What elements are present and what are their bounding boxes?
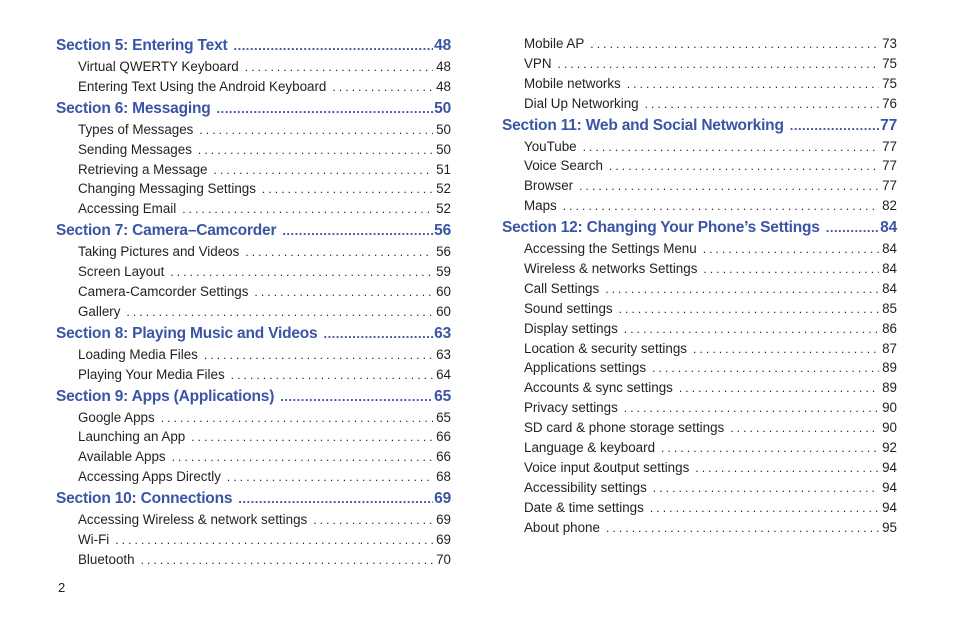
toc-entry[interactable]	[502, 239, 897, 259]
entry-page-number: 75	[882, 75, 897, 91]
dot-leader	[323, 323, 433, 345]
toc-section-heading[interactable]	[56, 488, 451, 510]
entry-page-number: 60	[436, 303, 451, 319]
section-page-number: 69	[434, 490, 451, 508]
dot-leader	[172, 448, 433, 468]
toc-entry[interactable]	[502, 358, 897, 378]
dot-leader	[332, 78, 433, 98]
entry-title: Loading Media Files	[78, 346, 198, 362]
entry-page-number: 51	[436, 161, 451, 177]
entry-page-number: 84	[882, 261, 897, 277]
dot-leader	[624, 399, 879, 419]
dot-leader	[650, 499, 879, 519]
dot-leader	[115, 531, 433, 551]
toc-entry[interactable]	[56, 510, 451, 530]
entry-page-number: 89	[882, 380, 897, 396]
entry-page-number: 52	[436, 181, 451, 197]
toc-entry[interactable]	[502, 279, 897, 299]
page-number: 2	[58, 580, 66, 595]
toc-entry[interactable]	[502, 156, 897, 176]
entry-title: Launching an App	[78, 429, 186, 445]
entry-page-number: 66	[436, 449, 451, 465]
toc-entry[interactable]	[56, 77, 451, 97]
entry-title: Browser	[524, 178, 574, 194]
toc-entry[interactable]	[502, 438, 897, 458]
entry-title: Wi-Fi	[78, 532, 110, 548]
dot-leader	[245, 58, 433, 78]
entry-title: Sending Messages	[78, 141, 192, 157]
section-title: Section 7: Camera–Camcorder	[56, 222, 277, 240]
dot-leader	[652, 359, 879, 379]
dot-leader	[583, 138, 879, 158]
entry-title: Accessing the Settings Menu	[524, 241, 697, 257]
entry-page-number: 85	[882, 300, 897, 316]
toc-entry[interactable]	[502, 458, 897, 478]
toc-left-column	[56, 34, 451, 570]
dot-leader	[605, 280, 879, 300]
entry-title: Bluetooth	[78, 551, 135, 567]
entry-title: Date & time settings	[524, 499, 644, 515]
entry-page-number: 95	[882, 519, 897, 535]
dot-leader	[191, 428, 433, 448]
dot-leader	[609, 157, 879, 177]
dot-leader	[199, 121, 433, 141]
entry-title: Accessing Email	[78, 201, 177, 217]
entry-page-number: 94	[882, 459, 897, 475]
entry-title: Mobile AP	[524, 36, 585, 51]
dot-leader	[170, 263, 433, 283]
entry-page-number: 50	[436, 121, 451, 137]
toc-entry[interactable]	[502, 398, 897, 418]
entry-page-number: 66	[436, 429, 451, 445]
entry-title: Display settings	[524, 320, 618, 336]
dot-leader	[703, 240, 879, 260]
dot-leader	[579, 177, 879, 197]
toc-entry[interactable]	[56, 530, 451, 550]
entry-title: Taking Pictures and Videos	[78, 244, 240, 260]
dot-leader	[661, 439, 879, 459]
entry-title: Screen Layout	[78, 264, 165, 280]
entry-title: Gallery	[78, 303, 121, 319]
entry-title: Accessibility settings	[524, 479, 647, 495]
entry-page-number: 75	[882, 55, 897, 71]
section-page-number: 48	[434, 37, 451, 54]
entry-page-number: 90	[882, 400, 897, 416]
dot-leader	[216, 98, 433, 120]
entry-page-number: 86	[882, 320, 897, 336]
dot-leader	[198, 141, 433, 161]
dot-leader	[693, 340, 879, 360]
section-page-number: 50	[434, 99, 451, 117]
entry-page-number: 87	[882, 340, 897, 356]
section-title: Section 10: Connections	[56, 490, 233, 508]
dot-leader	[280, 386, 433, 408]
toc-entry[interactable]	[502, 196, 897, 216]
toc-section-heading[interactable]	[502, 115, 897, 137]
toc-entry[interactable]	[502, 339, 897, 359]
toc-section-heading[interactable]	[56, 220, 451, 242]
entry-page-number: 77	[882, 138, 897, 154]
entry-page-number: 60	[436, 284, 451, 300]
dot-leader	[262, 180, 433, 200]
dot-leader	[254, 283, 433, 303]
toc-entry[interactable]	[56, 120, 451, 140]
toc-entry[interactable]	[56, 427, 451, 447]
dot-leader	[627, 75, 879, 95]
entry-title: Dial Up Networking	[524, 95, 639, 111]
section-page-number: 63	[434, 324, 451, 342]
dot-leader	[238, 488, 433, 510]
toc-entry[interactable]	[56, 467, 451, 487]
toc-entry[interactable]	[56, 302, 451, 322]
entry-page-number: 69	[436, 532, 451, 548]
toc-entry[interactable]	[56, 447, 451, 467]
toc-entry[interactable]	[502, 299, 897, 319]
section-page-number: 56	[434, 222, 451, 240]
dot-leader	[703, 260, 879, 280]
dot-leader	[590, 35, 879, 55]
dot-leader	[214, 161, 434, 181]
entry-page-number: 70	[436, 551, 451, 567]
toc-entry[interactable]	[56, 199, 451, 219]
entry-title: Wireless & networks Settings	[524, 261, 698, 277]
section-title: Section 6: Messaging	[56, 99, 211, 117]
toc-entry[interactable]	[502, 378, 897, 398]
dot-leader	[204, 346, 433, 366]
section-page-number: 77	[880, 116, 897, 134]
toc-entry[interactable]	[56, 262, 451, 282]
entry-title: Available Apps	[78, 449, 166, 465]
entry-page-number: 82	[882, 198, 897, 214]
entry-page-number: 77	[882, 178, 897, 194]
entry-title: Call Settings	[524, 280, 600, 296]
entry-title: Accessing Wireless & network settings	[78, 512, 308, 528]
toc-entry[interactable]	[502, 94, 897, 114]
entry-page-number: 48	[436, 78, 451, 94]
entry-page-number: 68	[436, 469, 451, 485]
entry-page-number: 90	[882, 420, 897, 436]
dot-leader	[227, 468, 433, 488]
toc-entry[interactable]	[502, 176, 897, 196]
section-title: Section 9: Apps (Applications)	[56, 387, 275, 405]
entry-page-number: 48	[436, 59, 451, 74]
entry-page-number: 73	[882, 36, 897, 51]
dot-leader	[606, 519, 879, 539]
entry-page-number: 52	[436, 201, 451, 217]
entry-page-number: 64	[436, 366, 451, 382]
dot-leader	[790, 115, 879, 137]
entry-page-number: 89	[882, 360, 897, 376]
dot-leader	[245, 243, 433, 263]
entry-title: Voice Search	[524, 158, 603, 174]
toc-entry[interactable]	[56, 242, 451, 262]
dot-leader	[563, 197, 879, 217]
entry-page-number: 63	[436, 346, 451, 362]
toc-entry[interactable]	[56, 365, 451, 385]
entry-title: Location & security settings	[524, 340, 688, 356]
entry-title: Language & keyboard	[524, 440, 656, 456]
entry-title: Voice input &output settings	[524, 459, 690, 475]
entry-title: About phone	[524, 519, 600, 535]
entry-title: Privacy settings	[524, 400, 618, 416]
dot-leader	[653, 479, 879, 499]
toc-entry[interactable]	[502, 498, 897, 518]
entry-title: Playing Your Media Files	[78, 366, 225, 382]
toc-entry[interactable]	[502, 319, 897, 339]
dot-leader	[313, 511, 433, 531]
toc-right-column	[502, 34, 897, 537]
dot-leader	[161, 409, 433, 429]
toc-section-heading[interactable]	[56, 323, 451, 345]
entry-page-number: 50	[436, 141, 451, 157]
toc-entry[interactable]	[502, 518, 897, 538]
toc-section-heading[interactable]	[56, 35, 451, 57]
dot-leader	[231, 366, 433, 386]
dot-leader	[282, 220, 433, 242]
toc-entry[interactable]	[502, 74, 897, 94]
entry-title: Applications settings	[524, 360, 647, 376]
toc-entry[interactable]	[56, 282, 451, 302]
section-page-number: 65	[434, 387, 451, 405]
entry-page-number: 84	[882, 241, 897, 257]
dot-leader	[624, 320, 879, 340]
dot-leader	[619, 300, 880, 320]
dot-leader	[695, 459, 879, 479]
dot-leader	[826, 217, 879, 239]
toc-entry[interactable]	[56, 160, 451, 180]
toc-section-heading[interactable]	[56, 386, 451, 408]
toc-entry[interactable]	[502, 478, 897, 498]
entry-title: Google Apps	[78, 409, 155, 425]
entry-page-number: 84	[882, 280, 897, 296]
entry-page-number: 65	[436, 409, 451, 425]
entry-title: Mobile networks	[524, 75, 621, 91]
entry-page-number: 94	[882, 499, 897, 515]
dot-leader	[558, 55, 880, 75]
toc-entry[interactable]	[56, 179, 451, 199]
entry-page-number: 69	[436, 512, 451, 528]
entry-title: Sound settings	[524, 300, 613, 316]
dot-leader	[141, 551, 434, 571]
entry-title: Types of Messages	[78, 121, 194, 137]
toc-section-heading[interactable]	[56, 98, 451, 120]
section-title: Section 8: Playing Music and Videos	[56, 324, 318, 342]
section-page-number: 84	[880, 219, 897, 237]
toc-entry[interactable]	[56, 550, 451, 570]
entry-title: Changing Messaging Settings	[78, 181, 256, 197]
dot-leader	[645, 95, 879, 115]
entry-title: VPN	[524, 55, 552, 71]
entry-page-number: 56	[436, 244, 451, 260]
entry-title: Maps	[524, 198, 557, 214]
toc-entry[interactable]	[56, 140, 451, 160]
dot-leader	[233, 35, 433, 57]
dot-leader	[730, 419, 879, 439]
toc-section-heading[interactable]	[502, 217, 897, 239]
dot-leader	[126, 303, 433, 323]
entry-page-number: 59	[436, 264, 451, 280]
toc-entry[interactable]	[502, 418, 897, 438]
section-title: Section 11: Web and Social Networking	[502, 116, 784, 134]
entry-page-number: 77	[882, 158, 897, 174]
entry-title: Accounts & sync settings	[524, 380, 673, 396]
entry-page-number: 94	[882, 479, 897, 495]
toc-entry[interactable]	[502, 137, 897, 157]
toc-entry[interactable]	[56, 57, 451, 77]
toc-entry[interactable]	[56, 408, 451, 428]
entry-title: YouTube	[524, 138, 577, 154]
entry-title: Retrieving a Message	[78, 161, 208, 177]
toc-entry[interactable]	[502, 259, 897, 279]
section-title: Section 5: Entering Text	[56, 37, 228, 54]
toc-entry[interactable]	[502, 54, 897, 74]
entry-title: SD card & phone storage settings	[524, 420, 725, 436]
toc-entry[interactable]	[502, 34, 897, 54]
toc-entry[interactable]	[56, 345, 451, 365]
dot-leader	[679, 379, 879, 399]
entry-title: Accessing Apps Directly	[78, 469, 221, 485]
entry-title: Camera-Camcorder Settings	[78, 284, 249, 300]
entry-page-number: 92	[882, 440, 897, 456]
entry-title: Virtual QWERTY Keyboard	[78, 59, 239, 74]
entry-title: Entering Text Using the Android Keyboard	[78, 78, 327, 94]
dot-leader	[182, 200, 433, 220]
section-title: Section 12: Changing Your Phone’s Settings	[502, 219, 820, 237]
entry-page-number: 76	[882, 95, 897, 111]
